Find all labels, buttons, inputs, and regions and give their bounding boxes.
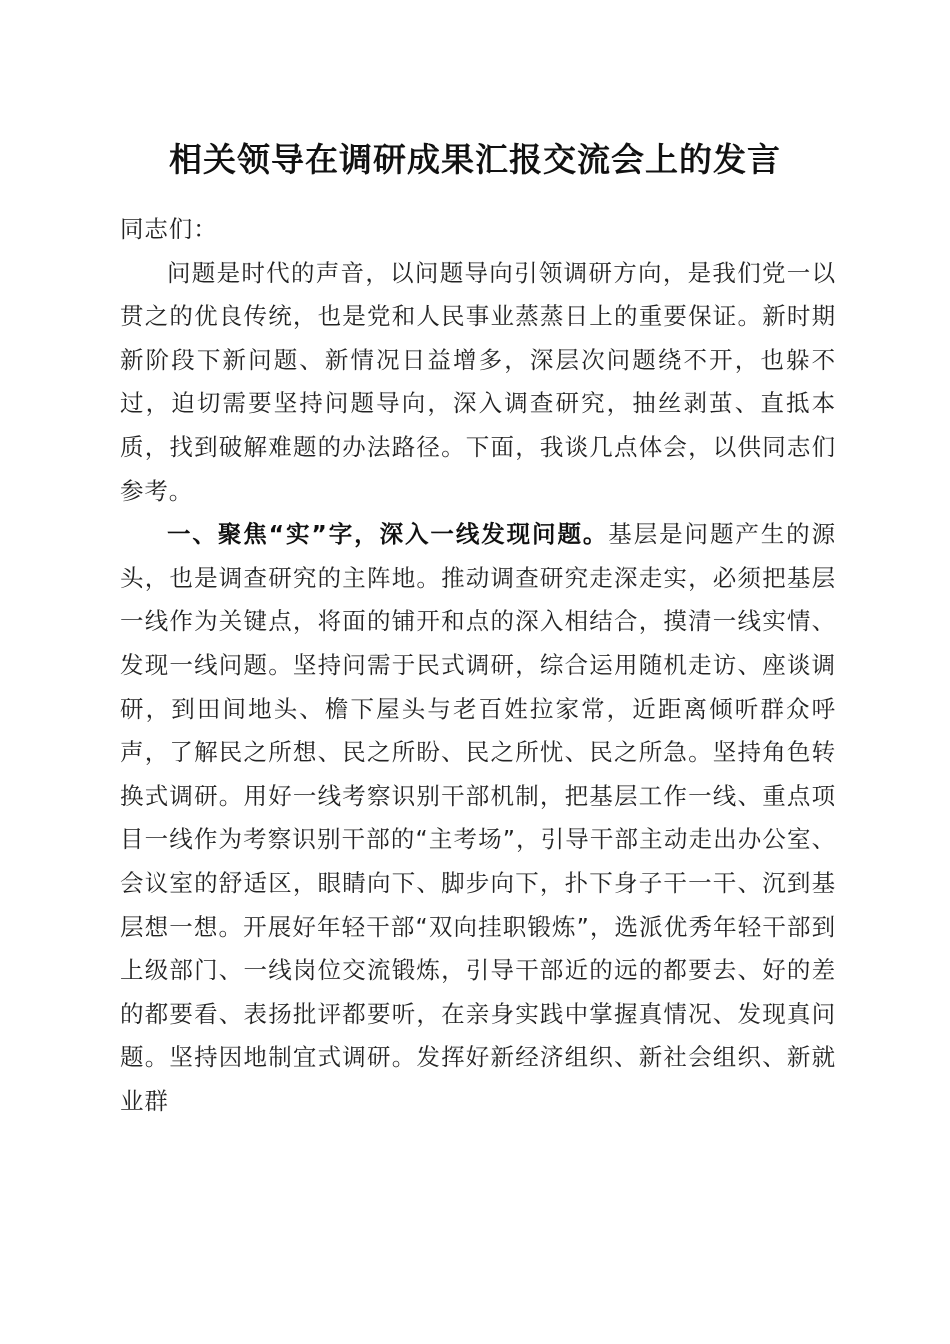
- salutation: 同志们：: [120, 215, 218, 243]
- intro-paragraph: 问题是时代的声音，以问题导向引领调研方向，是我们党一以贯之的优良传统，也是党和人民事业蒸蒸日上的重要保证。新时期新阶段下新问题、新情况日益增多，深层次问题绕不开，也躲不过，迫切需要坚持问题导向，深入调查研究，抽丝剥茧、直抵本质，找到破解难题的办法路径。下面，我谈几点体会，以供同志们参考。: [120, 258, 836, 505]
- section-1-paragraph: [120, 513, 836, 1123]
- section-1-heading: 一、聚焦“实”字，深入一线发现问题。: [167, 520, 609, 549]
- section-1-body: 基层是问题产生的源头，也是调查研究的主阵地。推动调查研究走深走实，必须把基层一线作为关键点，将面的铺开和点的深入相结合，摸清一线实情、发现一线问题。坚持问需于民式调研，综合运用随机走访、座谈调研，到田间地头、檐下屋头与老百姓拉家常，近距离倾听群众呼声，了解民之所想、民之所盼、民之所忧、民之所急。坚持角色转换式调研。用好一线考察识别干部机制，把基层工作一线、重点项目一线作为考察识别干部的“主考场”，引导干部主动走出办公室、会议室的舒适区，眼睛向下、脚步向下，扑下身子干一干、沉到基层想一想。开展好年轻干部“双向挂职锻炼”，选派优秀年轻干部到上级部门、一线岗位交流锻炼，引导干部近的远的都要去、好的差的都要看、表扬批评都要听，在亲身实践中掌握真情况、发现真问题。坚持因地制宜式调研。发挥好新经济组织、新社会组织、新就业群: [120, 520, 836, 1115]
- document-title: 相关领导在调研成果汇报交流会上的发言: [169, 140, 781, 179]
- document-body: [120, 208, 836, 1123]
